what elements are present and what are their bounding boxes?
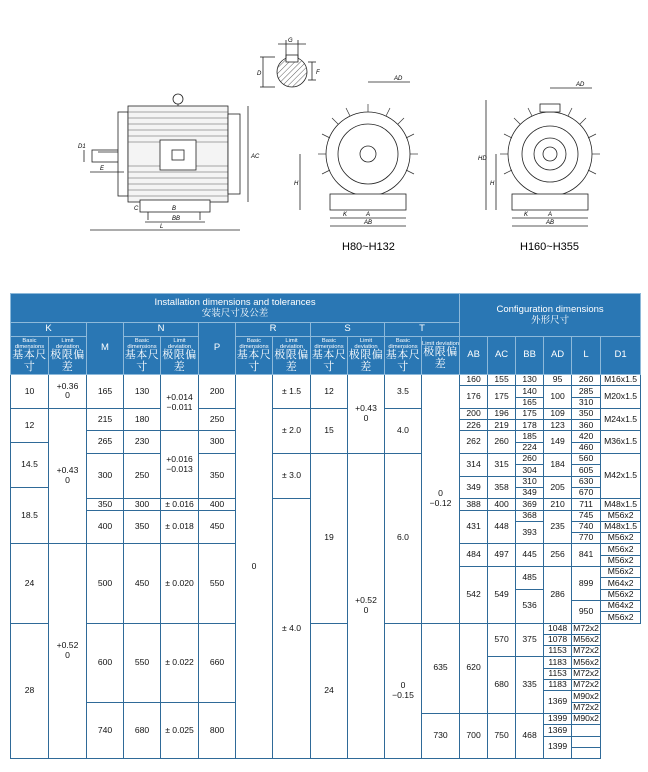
cell-bb: 445 bbox=[516, 544, 544, 567]
cell-m: 265 bbox=[87, 431, 124, 454]
cell-p: 800 bbox=[199, 702, 236, 758]
cell-l: 350 bbox=[572, 408, 601, 419]
cell-k-tol: +0.36 0 bbox=[49, 375, 87, 409]
cell-l: 1399 bbox=[544, 736, 572, 759]
front-dim-h: H bbox=[294, 181, 299, 187]
col-d1: D1 bbox=[601, 337, 641, 375]
sub-r-basic: Basic dimensions 基本尺寸 bbox=[236, 337, 272, 373]
table-row bbox=[11, 454, 641, 465]
caption-large-frame: H160~H355 bbox=[520, 241, 580, 253]
cell-ab: 262 bbox=[460, 431, 488, 454]
cell-ad: 100 bbox=[544, 386, 572, 409]
cell-n-basic: 450 bbox=[124, 544, 161, 623]
cell-p: 200 bbox=[199, 375, 236, 409]
cell-p: 550 bbox=[199, 544, 236, 623]
cell-ac: 358 bbox=[488, 476, 516, 499]
cell-n-basic: 130 bbox=[124, 375, 161, 409]
cell-ad: 109 bbox=[544, 408, 572, 419]
cell-d1: M90x2 bbox=[573, 713, 599, 724]
cell-p: 660 bbox=[199, 623, 236, 702]
cell-d1: M56x2 bbox=[601, 612, 641, 623]
cell-n-basic: 680 bbox=[124, 702, 161, 758]
cell-bb: 224 bbox=[516, 442, 544, 453]
sub-n-limit: Limit deviation 极限偏差 bbox=[162, 337, 197, 373]
motor-front-view-small-drawing bbox=[300, 82, 418, 226]
right-dim-hd: HD bbox=[478, 156, 487, 162]
cell-d1: M56x2 bbox=[601, 567, 641, 578]
cell-l: 899 bbox=[572, 567, 601, 601]
cell-bb: 536 bbox=[516, 589, 544, 623]
cell-n-tol: ± 0.022 bbox=[161, 623, 199, 702]
cell-l: 285 bbox=[572, 386, 601, 397]
cell-m: 400 bbox=[87, 510, 124, 544]
cell-ac: 549 bbox=[488, 567, 516, 623]
cell-d1: M90x2 bbox=[573, 690, 599, 701]
cell-n-basic: 230 bbox=[124, 431, 161, 454]
cell-d1 bbox=[572, 736, 601, 747]
dim-label-f: F bbox=[316, 70, 320, 76]
cell-r-tol: ± 3.0 bbox=[273, 454, 311, 499]
cell-d1: M36x1.5 bbox=[601, 431, 641, 454]
cell-s-basic: 12 bbox=[311, 375, 348, 409]
cell-k-tol: +0.52 0 bbox=[49, 544, 87, 759]
cell-n-basic: 180 bbox=[124, 408, 161, 431]
cell-ad: 184 bbox=[544, 454, 572, 477]
cell-d1 bbox=[572, 747, 601, 758]
cell-bb: 304 bbox=[516, 465, 544, 476]
cell-ac: 219 bbox=[488, 420, 516, 431]
cell-d1: M64x2 bbox=[601, 600, 641, 611]
dim-label-g: G bbox=[288, 38, 293, 44]
right-dim-ab: AB bbox=[546, 220, 555, 226]
cell-ac: 700 bbox=[460, 713, 488, 758]
cell-l: 1048 bbox=[544, 623, 572, 634]
front-dim-a: A bbox=[366, 212, 371, 218]
dim-label-b: B bbox=[172, 206, 177, 212]
sub-n-basic: Basic dimensions 基本尺寸 bbox=[124, 337, 160, 373]
cell-l: 1078 bbox=[544, 634, 572, 645]
cell-bb: 369 bbox=[516, 499, 544, 510]
cell-ac: 175 bbox=[488, 386, 516, 409]
cell-ac: 400 bbox=[488, 499, 516, 510]
cell-m: 350 bbox=[87, 499, 124, 510]
cell-k-tol: +0.43 0 bbox=[49, 408, 87, 544]
table-body bbox=[11, 375, 641, 759]
cell-l: 1153 bbox=[544, 668, 572, 679]
cell-bb: 185 bbox=[516, 431, 544, 442]
cell-ac: 155 bbox=[488, 375, 516, 386]
cell-d1: M64x2 bbox=[601, 578, 641, 589]
cell-m: 600 bbox=[87, 623, 124, 702]
cell-ac: 196 bbox=[488, 408, 516, 419]
cell-d1: M72x2 bbox=[573, 701, 599, 712]
cell-n-tol: ± 0.020 bbox=[161, 544, 199, 623]
cell-l: 560 bbox=[572, 454, 601, 465]
cell-n-tol: ± 0.018 bbox=[161, 510, 199, 544]
cell-r-basic: 0 bbox=[236, 375, 273, 759]
cell-ac: 315 bbox=[488, 454, 516, 477]
cell-n-basic: 350 bbox=[124, 510, 161, 544]
cell-ac: 448 bbox=[488, 510, 516, 544]
col-group-s: S bbox=[311, 323, 385, 337]
cell-d1: M48x1.5 bbox=[601, 499, 641, 510]
sub-t-basic: Basic dimensions 基本尺寸 bbox=[385, 337, 421, 373]
cell-n-basic: 550 bbox=[124, 623, 161, 702]
dim-label-ac: AC bbox=[251, 154, 260, 160]
sub-s-basic: Basic dimensions 基本尺寸 bbox=[311, 337, 347, 373]
right-dim-ad: AD bbox=[576, 82, 585, 88]
front-dim-ab: AB bbox=[364, 220, 373, 226]
cell-s-basic: 24 bbox=[311, 623, 348, 759]
cell-l: 1153 bbox=[544, 646, 572, 657]
cell-d1: M56x2 bbox=[601, 533, 641, 544]
cell-ab: 314 bbox=[460, 454, 488, 477]
cell-s-tol: +0.43 0 bbox=[348, 375, 385, 454]
install-header: Installation dimensions and tolerances 安装尺寸及公差 bbox=[11, 294, 460, 323]
front-dim-ad: AD bbox=[394, 76, 403, 82]
cell-k-basic: 10 bbox=[11, 375, 49, 409]
cell-t-basic: 3.5 bbox=[385, 375, 422, 409]
cell-l: 1399 bbox=[544, 713, 572, 724]
cell-d1: M56x2 bbox=[601, 544, 641, 555]
cell-l: 841 bbox=[572, 544, 601, 567]
cell-l: 740 bbox=[572, 521, 601, 532]
cell-r-tol: ± 4.0 bbox=[273, 499, 311, 759]
cell-ab: 635 bbox=[422, 623, 460, 713]
cell-ad: 256 bbox=[544, 544, 572, 567]
cell-k-basic: 18.5 bbox=[11, 487, 49, 543]
table-row bbox=[11, 623, 641, 634]
cell-bb: 175 bbox=[516, 408, 544, 419]
cell-d1: M72x2 bbox=[573, 645, 599, 656]
cell-r-tol: ± 1.5 bbox=[273, 375, 311, 409]
cell-t-tol: 0 −0.15 bbox=[385, 623, 422, 759]
cell-ab: 388 bbox=[460, 499, 488, 510]
dim-label-c: C bbox=[134, 206, 139, 212]
cell-p: 450 bbox=[199, 510, 236, 544]
cell-k-basic: 12 bbox=[11, 408, 49, 442]
cell-bb: 750 bbox=[488, 713, 516, 758]
cell-d1: M72x2 bbox=[573, 668, 599, 679]
motor-front-view-large-drawing bbox=[486, 88, 600, 226]
cell-d1: M56x2 bbox=[573, 634, 599, 645]
right-dim-h: H bbox=[490, 181, 495, 187]
cell-d1: M56x2 bbox=[601, 589, 641, 600]
col-group-n: N bbox=[124, 323, 199, 337]
right-dim-a: A bbox=[548, 212, 553, 218]
cell-ac: 260 bbox=[488, 431, 516, 454]
cell-ad: 149 bbox=[544, 431, 572, 454]
cell-d1: M56x2 bbox=[601, 555, 641, 566]
cell-l: 1183 bbox=[544, 680, 572, 691]
cell-d1: M24x1.5 bbox=[601, 408, 641, 431]
col-ad: AD bbox=[544, 337, 572, 375]
col-group-t: T bbox=[385, 323, 460, 337]
cell-bb: 140 bbox=[516, 386, 544, 397]
cell-bb: 260 bbox=[516, 454, 544, 465]
col-group-r: R bbox=[236, 323, 311, 337]
right-dim-k: K bbox=[524, 212, 529, 218]
cell-k-basic: 28 bbox=[11, 623, 49, 759]
cell-k-basic: 14.5 bbox=[11, 442, 49, 487]
cell-l: 1369 bbox=[544, 691, 572, 714]
shaft-section-drawing bbox=[260, 40, 316, 87]
cell-ab: 730 bbox=[422, 713, 460, 758]
drawings-area bbox=[0, 0, 648, 290]
cell-bb: 485 bbox=[516, 567, 544, 590]
cell-d1: M56x2 bbox=[601, 510, 641, 521]
cell-n-basic: 300 bbox=[124, 499, 161, 510]
cell-l: 605 bbox=[572, 465, 601, 476]
col-group-k: K bbox=[11, 323, 87, 337]
cell-ab: 200 bbox=[460, 408, 488, 419]
cell-l: 630 bbox=[572, 476, 601, 487]
cell-ad: 205 bbox=[544, 476, 572, 499]
sub-s-limit: Limit deviation 极限偏差 bbox=[348, 337, 384, 373]
cell-l: 711 bbox=[572, 499, 601, 510]
cell-p: 250 bbox=[199, 408, 236, 431]
cell-l: 310 bbox=[572, 397, 601, 408]
cell-p: 300 bbox=[199, 431, 236, 454]
cell-s-basic: 19 bbox=[311, 454, 348, 623]
cell-ab: 160 bbox=[460, 375, 488, 386]
cell-ac: 620 bbox=[460, 623, 488, 713]
cell-d1: M56x2 bbox=[573, 656, 599, 667]
cell-ad: 468 bbox=[516, 713, 544, 758]
cell-bb: 368 bbox=[516, 510, 544, 521]
cell-bb: 680 bbox=[488, 657, 516, 713]
table-row bbox=[11, 408, 641, 419]
cell-bb: 349 bbox=[516, 487, 544, 498]
cell-m: 740 bbox=[87, 702, 124, 758]
col-m: M bbox=[87, 323, 124, 375]
cell-ad: 375 bbox=[516, 623, 544, 657]
cell-p: 400 bbox=[199, 499, 236, 510]
cell-bb: 570 bbox=[488, 623, 516, 657]
cell-ab: 176 bbox=[460, 386, 488, 409]
cell-ad: 123 bbox=[544, 420, 572, 431]
cell-ab: 542 bbox=[460, 567, 488, 623]
sub-t-limit: Limit deviation 极限偏差 bbox=[422, 337, 460, 375]
cell-d1: M16x1.5 bbox=[601, 375, 641, 386]
cell-l: 460 bbox=[572, 442, 601, 453]
cell-n-tol: ± 0.016 bbox=[161, 499, 199, 510]
cell-n-basic: 250 bbox=[124, 454, 161, 499]
cell-bb: 178 bbox=[516, 420, 544, 431]
cell-m: 500 bbox=[87, 544, 124, 623]
cell-l: 420 bbox=[572, 431, 601, 442]
sub-k-limit: Limit deviation 极限偏差 bbox=[50, 337, 85, 373]
cell-ad: 335 bbox=[516, 657, 544, 713]
col-ac: AC bbox=[488, 337, 516, 375]
cell-d1: M72x2 bbox=[573, 622, 599, 633]
cell-l: 360 bbox=[572, 420, 601, 431]
col-ab: AB bbox=[460, 337, 488, 375]
cell-ad: 95 bbox=[544, 375, 572, 386]
table-row bbox=[11, 375, 641, 386]
cell-d1 bbox=[572, 725, 601, 736]
cell-ab: 226 bbox=[460, 420, 488, 431]
cell-l: 745 bbox=[572, 510, 601, 521]
sub-k-basic: Basic dimensions 基本尺寸 bbox=[12, 337, 47, 373]
config-header: Configuration dimensions 外形尺寸 bbox=[460, 294, 641, 337]
cell-bb: 165 bbox=[516, 397, 544, 408]
dimension-table bbox=[10, 293, 641, 759]
cell-k-basic: 24 bbox=[11, 544, 49, 623]
dimension-table-wrapper bbox=[10, 293, 638, 753]
cell-m: 215 bbox=[87, 408, 124, 431]
cell-bb: 130 bbox=[516, 375, 544, 386]
cell-s-tol: +0.52 0 bbox=[348, 454, 385, 759]
sub-r-limit: Limit deviation 极限偏差 bbox=[274, 337, 309, 373]
dim-label-l: L bbox=[160, 224, 164, 230]
cell-l: 770 bbox=[572, 533, 601, 544]
cell-ad: 286 bbox=[544, 567, 572, 623]
caption-small-frame: H80~H132 bbox=[342, 241, 395, 253]
cell-d1: M48x1.5 bbox=[601, 521, 641, 532]
cell-ac: 497 bbox=[488, 544, 516, 567]
cell-d1: M72x2 bbox=[573, 679, 599, 690]
cell-d1: M42x1.5 bbox=[601, 454, 641, 499]
cell-n-tol: +0.016 −0.013 bbox=[161, 431, 199, 499]
dim-label-bb: BB bbox=[172, 216, 181, 222]
cell-d1: M20x1.5 bbox=[601, 386, 641, 409]
cell-l: 1369 bbox=[544, 725, 572, 736]
cell-s-basic: 15 bbox=[311, 408, 348, 453]
cell-l: 260 bbox=[572, 375, 601, 386]
cell-ab: 484 bbox=[460, 544, 488, 567]
cell-l: 670 bbox=[572, 487, 601, 498]
technical-drawings bbox=[0, 0, 648, 290]
cell-l: 1183 bbox=[544, 657, 572, 668]
cell-p: 350 bbox=[199, 454, 236, 499]
cell-m: 300 bbox=[87, 454, 124, 499]
cell-l: 950 bbox=[572, 600, 601, 623]
dim-label-d: D bbox=[257, 71, 262, 77]
cell-ab: 431 bbox=[460, 510, 488, 544]
cell-r-tol: ± 2.0 bbox=[273, 408, 311, 453]
dim-label-d1: D1 bbox=[78, 144, 86, 150]
col-bb: BB bbox=[516, 337, 544, 375]
cell-ad: 235 bbox=[544, 510, 572, 544]
cell-bb: 393 bbox=[516, 521, 544, 544]
cell-n-tol: +0.014 −0.011 bbox=[161, 375, 199, 431]
col-p: P bbox=[199, 323, 236, 375]
cell-n-tol: ± 0.025 bbox=[161, 702, 199, 758]
cell-ab: 349 bbox=[460, 476, 488, 499]
cell-t-basic: 4.0 bbox=[385, 408, 422, 453]
cell-m: 165 bbox=[87, 375, 124, 409]
col-l: L bbox=[572, 337, 601, 375]
cell-t-tol: 0 −0.12 bbox=[422, 375, 460, 624]
cell-bb: 310 bbox=[516, 476, 544, 487]
motor-side-view-drawing bbox=[84, 94, 248, 230]
dim-label-e: E bbox=[100, 166, 105, 172]
front-dim-k: K bbox=[343, 212, 348, 218]
cell-t-basic: 6.0 bbox=[385, 454, 422, 623]
cell-ad: 210 bbox=[544, 499, 572, 510]
